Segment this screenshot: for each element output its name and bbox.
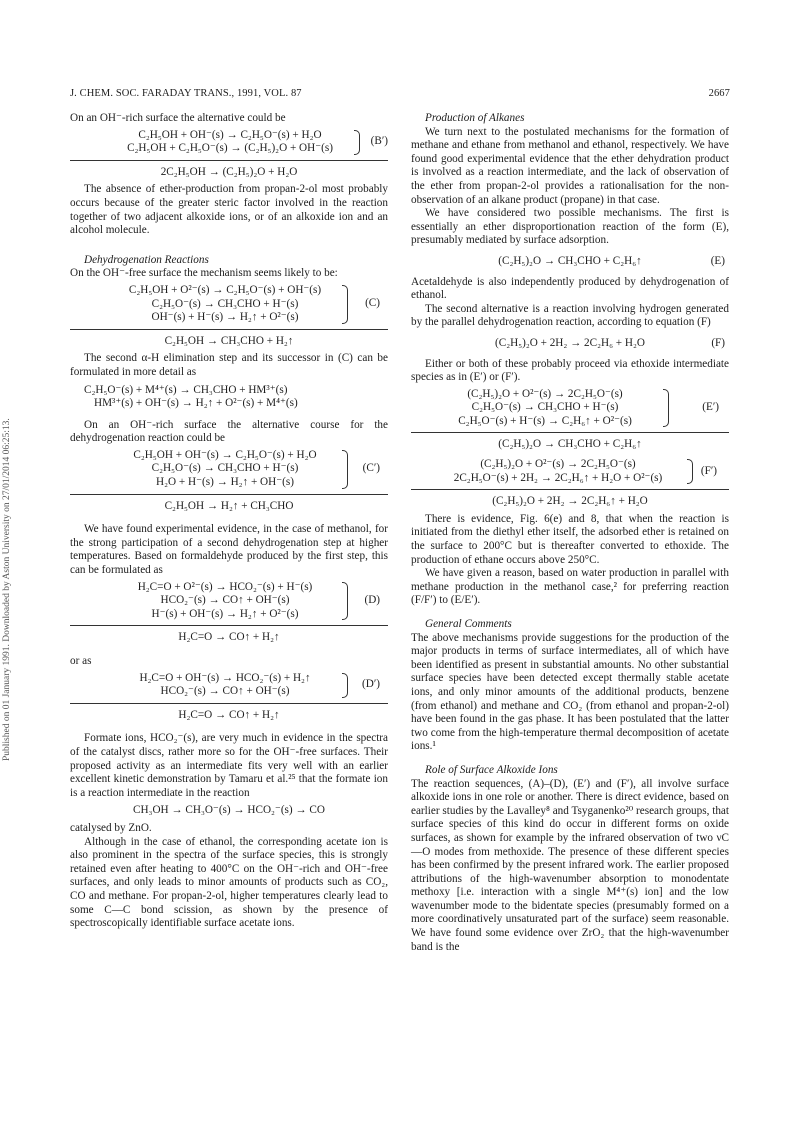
brace <box>342 582 348 621</box>
intro-text: On an OH⁻-rich surface the alternative could be <box>70 112 286 124</box>
equation-label: (C′) <box>362 462 380 475</box>
paragraph: On the OH⁻-free surface the mechanism seems likely to be: <box>70 267 338 280</box>
equation-line: H₂C=O + OH⁻(s) → HCO₂⁻(s) + H₂↑ <box>139 671 311 684</box>
or-as-text: or as <box>70 655 92 667</box>
page-header <box>70 88 730 102</box>
equation-rule <box>411 432 729 433</box>
section-heading-general: General Comments <box>425 618 512 630</box>
net-equation: 2C₂H₅OH → (C₂H₅)₂O + H₂O <box>160 165 298 178</box>
equation-e-prime <box>429 387 719 429</box>
paragraph: Either or both of these probably proceed via ethoxide intermediate species as in (E′) or (F′). <box>411 357 729 384</box>
equation-line: H₂C=O + O²⁻(s) → HCO₂⁻(s) + H⁻(s) <box>137 580 313 593</box>
paragraph: Acetaldehyde is also independently produced by dehydrogenation of ethanol. <box>411 275 729 302</box>
equation-label: (F) <box>711 336 725 349</box>
equation-d-prime <box>110 671 380 699</box>
download-watermark: Published on 01 January 1991. Downloaded by Aston University on 27/01/2014 06:25:13. <box>2 418 12 762</box>
equation-c <box>110 283 380 325</box>
section-heading-alkoxide: Role of Surface Alkoxide Ions <box>425 763 558 776</box>
equation-line: HCO₂⁻(s) → CO↑ + OH⁻(s) <box>160 685 290 698</box>
right-column <box>411 112 729 954</box>
paragraph: The second alternative is a reaction involving hydrogen generated by the parallel dehydrogenation reaction, according to equation (F) <box>411 302 729 329</box>
equation-b-prime <box>110 128 388 156</box>
paragraph: catalysed by ZnO. <box>70 821 152 834</box>
brace <box>354 130 360 155</box>
paragraph: Although in the case of ethanol, the corresponding acetate ion is also prominent in the spectra of the surface species, this is strongly retained even after heating to 400°C on the OH⁻-rich and OH⁻-free surfaces, and only leads to minor amounts of products such as CO₂, CO and methane. For propan-2-ol, higher temperatures clearly lead to some C—C bond scission, as shown by the presence of spectroscopically identifiable surface acetate ions. <box>70 835 388 930</box>
net-equation: (C₂H₅)₂O + 2H₂ → 2C₂H₆↑ + H₂O <box>492 495 648 508</box>
paragraph: On an OH⁻-rich surface the alternative course for the dehydrogenation reaction could be <box>70 418 388 445</box>
equation-detail <box>84 384 388 411</box>
equation-f <box>411 337 729 351</box>
paragraph: We have considered two possible mechanisms. The first is essentially an ether disproportionation reaction of the form (E), presumably mediated by surface adsorption. <box>411 207 729 247</box>
brace <box>342 673 348 698</box>
equation-label: (D′) <box>362 678 380 691</box>
equation-line: C₂H₅OH + OH⁻(s) → C₂H₅O⁻(s) + H₂O <box>133 448 317 461</box>
equation-text: (C₂H₅)₂O → CH₃CHO + C₂H₆↑ <box>498 254 642 267</box>
equation-e <box>411 255 729 269</box>
equation-line: C₂H₅O⁻(s) → CH₃CHO + H⁻(s) <box>151 297 299 310</box>
equation-rule <box>411 489 729 490</box>
equation-line: HCO₂⁻(s) → CO↑ + OH⁻(s) <box>160 594 290 607</box>
equation-label: (C) <box>365 297 380 310</box>
equation-line: H⁻(s) + OH⁻(s) → H₂↑ + O²⁻(s) <box>151 607 299 620</box>
net-equation: (C₂H₅)₂O → CH₃CHO + C₂H₆↑ <box>498 438 642 451</box>
section-heading-alkanes: Production of Alkanes <box>425 112 525 124</box>
paragraph: We turn next to the postulated mechanisms for the formation of methane and ethane from methanol and ethanol, respectively. We have found good experimental evidence that the ether dehydration product is involved as a reaction intermediate, and the lack of observation of the ether from propan-2-ol provides a rationalisation for the non-observation of an alkane product (propane) in that case. <box>411 125 729 206</box>
equation-line: C₂H₅OH + C₂H₅O⁻(s) → (C₂H₅)₂O + OH⁻(s) <box>127 142 333 155</box>
brace <box>342 285 348 324</box>
equation-rule <box>70 494 388 495</box>
equation-c-prime <box>110 448 380 490</box>
brace <box>663 389 669 428</box>
equation-line: C₂H₅O⁻(s) → CH₃CHO + H⁻(s) <box>471 401 619 414</box>
equation-label: (B′) <box>370 135 388 148</box>
paragraph: There is evidence, Fig. 6(e) and 8, that when the reaction is initiated from the diethyl ether itself, the adsorbed ether is retained on the surface to 200°C but is thereafter converted to ethoxide. The production of ethane occurs above 250°C. <box>411 512 729 566</box>
journal-citation: J. CHEM. SOC. FARADAY TRANS., 1991, VOL. 87 <box>70 88 302 99</box>
equation-label: (D) <box>364 594 380 607</box>
equation-label: (F′) <box>700 464 717 477</box>
paragraph: We have found experimental evidence, in the case of methanol, for the strong participation of a second dehydrogenation step at higher temperatures. Based on formaldehyde produced by the first step, this can be formulated as <box>70 523 388 577</box>
equation-rule <box>70 625 388 626</box>
net-equation: H₂C=O → CO↑ + H₂↑ <box>178 631 280 644</box>
equation-rule <box>70 703 388 704</box>
equation-rule <box>70 160 388 161</box>
equation-rule <box>70 329 388 330</box>
equation-line: C₂H₅O⁻(s) + H⁻(s) → C₂H₆↑ + O²⁻(s) <box>458 414 632 427</box>
equation-d <box>110 580 380 622</box>
page-number: 2667 <box>708 88 730 99</box>
brace <box>342 450 348 489</box>
brace <box>687 459 693 484</box>
equation-line: 2C₂H₅O⁻(s) + 2H₂ → 2C₂H₆↑ + H₂O + O²⁻(s) <box>453 471 663 484</box>
paragraph: We have given a reason, based on water production in parallel with methane production in the methanol case,² for preferring reaction (F/F′) to (E/E′). <box>411 567 729 607</box>
equation-line: (C₂H₅)₂O + O²⁻(s) → 2C₂H₅O⁻(s) <box>467 387 623 400</box>
paragraph: The above mechanisms provide suggestions for the production of the major products in terms of surface intermediates, all of which have been identified as present in substantial amounts. No other substantial surface species have been detected except thermally stable acetate ions, and only minor amounts of the additional products, benzene (from ethanol) and methane and CO₂ (from ethanol and propan-2-ol) have been found in the gas phase. It has been postulated that the latter two come from the high-temperature thermal decomposition of acetate ions.¹ <box>411 631 729 753</box>
net-equation: C₂H₅OH → CH₃CHO + H₂↑ <box>164 334 294 347</box>
paragraph: Formate ions, HCO₂⁻(s), are very much in evidence in the spectra of the catalyst discs, rather more so for the OH⁻-free surfaces. Their proposed activity as an intermediate fits very well with an earlier excellent kinetic demonstration by Tamaru et al.²⁵ that the formate ion is a reaction intermediate in the reaction <box>70 732 388 799</box>
equation-f-prime <box>429 458 717 485</box>
equation-line: HM³⁺(s) + OH⁻(s) → H₂↑ + O²⁻(s) + M⁴⁺(s) <box>94 397 298 410</box>
equation-line: C₂H₅O⁻(s) + M⁴⁺(s) → CH₃CHO + HM³⁺(s) <box>84 383 288 396</box>
equation-line: C₂H₅OH + OH⁻(s) → C₂H₅O⁻(s) + H₂O <box>138 128 322 141</box>
equation-text: (C₂H₅)₂O + 2H₂ → 2C₂H₆ + H₂O <box>495 336 645 349</box>
equation-line: (C₂H₅)₂O + O²⁻(s) → 2C₂H₅O⁻(s) <box>480 458 636 471</box>
equation-line: C₂H₅O⁻(s) → CH₃CHO + H⁻(s) <box>151 462 299 475</box>
equation-label: (E′) <box>702 401 719 414</box>
equation-line: OH⁻(s) + H⁻(s) → H₂↑ + O²⁻(s) <box>151 311 299 324</box>
equation-label: (E) <box>710 254 725 267</box>
left-column <box>70 112 388 931</box>
equation-formate: CH₃OH → CH₃O⁻(s) → HCO₂⁻(s) → CO <box>133 804 325 817</box>
section-heading-dehydrogenation: Dehydrogenation Reactions <box>84 253 209 266</box>
paragraph: The absence of ether-production from propan-2-ol most probably occurs because of the greater steric factor involved in the reaction together of two adjacent alkoxide ions, or of an alkoxide ion and an alcohol molecule. <box>70 183 388 237</box>
net-equation: H₂C=O → CO↑ + H₂↑ <box>178 708 280 721</box>
net-equation: C₂H₅OH → H₂↑ + CH₃CHO <box>164 499 294 512</box>
equation-line: H₂O + H⁻(s) → H₂↑ + OH⁻(s) <box>156 476 294 489</box>
equation-line: C₂H₅OH + O²⁻(s) → C₂H₅O⁻(s) + OH⁻(s) <box>128 283 322 296</box>
paragraph: The second α-H elimination step and its successor in (C) can be formulated in more detail as <box>70 352 388 378</box>
paragraph: The reaction sequences, (A)–(D), (E′) and (F′), all involve surface alkoxide ions in one role or another. There is direct evidence, based on earlier studies by the Lavalley⁸ and Tsyganenko²⁰ research groups, that surface species of this kind do occur in different forms on oxide surfaces, as shown for example by the infrared observation of two νC—O modes from methoxide. The presence of these different species has been confirmed by the present infrared work. The earlier proposed attributions of the high-wavenumber absorption to monodentate methoxy [i.e. interaction with a single M⁴⁺(s) ion] and the low wavenumber mode to the bidentate species (presumably formed on a more coordinatively unsaturated part of the surface) seem reasonable. We have found some evidence over ZrO₂ that the high-wavenumber band is the <box>411 777 729 953</box>
